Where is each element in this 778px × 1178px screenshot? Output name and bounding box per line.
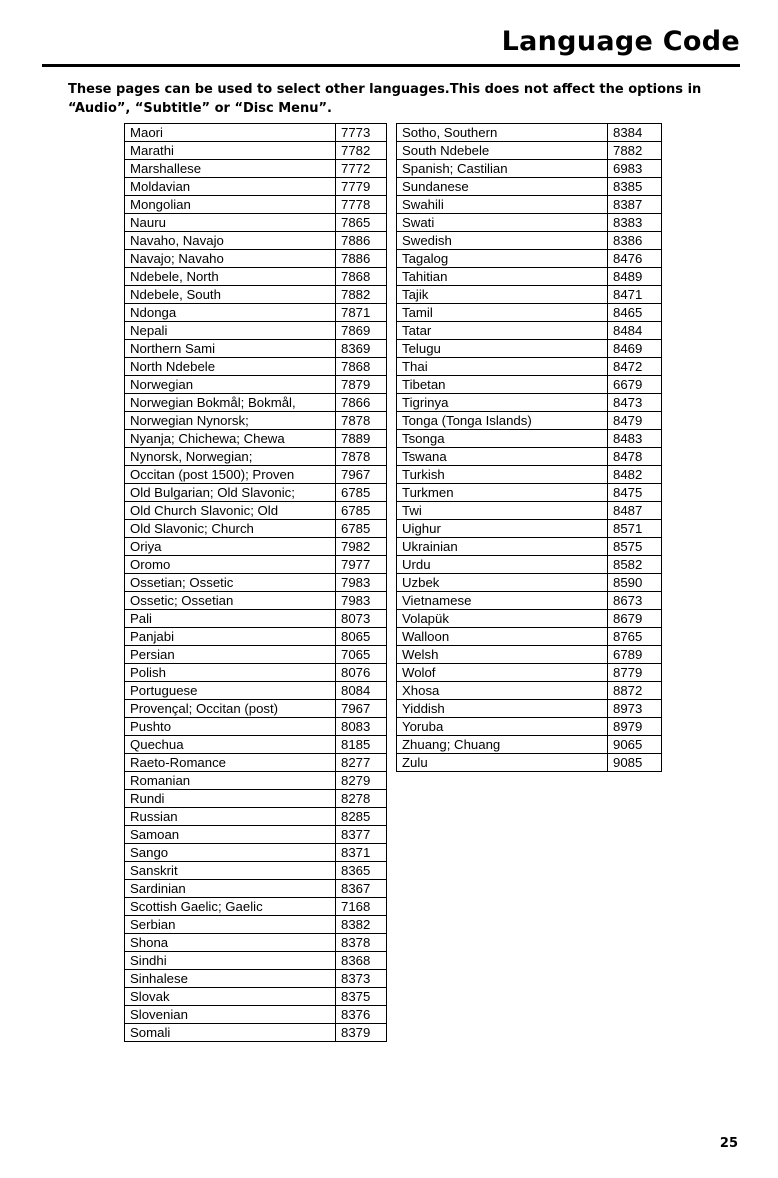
intro-line-1: These pages can be used to select other languages.This does not affect the options in <box>68 82 702 97</box>
language-name-cell: Sotho, Southern <box>397 124 608 142</box>
language-name-cell: Oromo <box>125 556 336 574</box>
language-name-cell: Zhuang; Chuang <box>397 736 608 754</box>
language-code-cell: 7865 <box>336 214 387 232</box>
table-row <box>397 466 662 484</box>
language-code-cell: 7773 <box>336 124 387 142</box>
table-row <box>397 430 662 448</box>
language-code-cell: 8285 <box>336 808 387 826</box>
language-name-cell: Nyanja; Chichewa; Chewa <box>125 430 336 448</box>
language-name-cell: Romanian <box>125 772 336 790</box>
language-code-cell: 7879 <box>336 376 387 394</box>
table-row <box>125 412 387 430</box>
table-row <box>125 898 387 916</box>
table-row <box>125 322 387 340</box>
table-row <box>125 826 387 844</box>
language-name-cell: Norwegian Bokmål; Bokmål, <box>125 394 336 412</box>
table-row <box>125 754 387 772</box>
intro-line-2: “Audio”, “Subtitle” or “Disc Menu”. <box>68 101 332 116</box>
table-row <box>397 646 662 664</box>
table-row <box>125 214 387 232</box>
language-code-cell: 7882 <box>608 142 662 160</box>
language-code-cell: 6785 <box>336 484 387 502</box>
language-code-cell: 8478 <box>608 448 662 466</box>
language-code-cell: 8973 <box>608 700 662 718</box>
language-code-cell: 7983 <box>336 574 387 592</box>
table-row <box>397 628 662 646</box>
language-code-cell: 6785 <box>336 502 387 520</box>
language-code-cell: 7871 <box>336 304 387 322</box>
language-name-cell: Russian <box>125 808 336 826</box>
table-row <box>397 286 662 304</box>
language-code-cell: 8065 <box>336 628 387 646</box>
language-code-cell: 8379 <box>336 1024 387 1042</box>
language-name-cell: Xhosa <box>397 682 608 700</box>
language-code-cell: 7866 <box>336 394 387 412</box>
language-name-cell: Slovenian <box>125 1006 336 1024</box>
language-code-cell: 7967 <box>336 700 387 718</box>
language-name-cell: Occitan (post 1500); Proven <box>125 466 336 484</box>
language-code-cell: 8375 <box>336 988 387 1006</box>
language-name-cell: Samoan <box>125 826 336 844</box>
table-row <box>125 376 387 394</box>
table-row <box>125 340 387 358</box>
table-row <box>125 286 387 304</box>
language-name-cell: Swahili <box>397 196 608 214</box>
language-name-cell: Welsh <box>397 646 608 664</box>
table-row <box>397 538 662 556</box>
table-row <box>397 520 662 538</box>
language-name-cell: Northern Sami <box>125 340 336 358</box>
language-code-cell: 8483 <box>608 430 662 448</box>
table-row <box>397 412 662 430</box>
language-code-cell: 7772 <box>336 160 387 178</box>
language-code-cell: 8383 <box>608 214 662 232</box>
language-name-cell: Tagalog <box>397 250 608 268</box>
table-row <box>397 232 662 250</box>
table-row <box>125 988 387 1006</box>
language-code-cell: 8590 <box>608 574 662 592</box>
table-row <box>125 448 387 466</box>
table-row <box>125 430 387 448</box>
language-name-cell: Nynorsk, Norwegian; <box>125 448 336 466</box>
language-code-cell: 8575 <box>608 538 662 556</box>
language-name-cell: Old Slavonic; Church <box>125 520 336 538</box>
language-code-cell: 8476 <box>608 250 662 268</box>
language-name-cell: Sinhalese <box>125 970 336 988</box>
table-row <box>125 520 387 538</box>
language-name-cell: Norwegian Nynorsk; <box>125 412 336 430</box>
language-name-cell: Tatar <box>397 322 608 340</box>
table-row <box>125 178 387 196</box>
language-code-cell: 8367 <box>336 880 387 898</box>
language-name-cell: Zulu <box>397 754 608 772</box>
language-code-cell: 8479 <box>608 412 662 430</box>
language-code-cell: 8365 <box>336 862 387 880</box>
table-row <box>125 124 387 142</box>
language-code-table-left <box>124 123 387 1042</box>
language-name-cell: Portuguese <box>125 682 336 700</box>
language-name-cell: Pali <box>125 610 336 628</box>
table-row <box>125 142 387 160</box>
table-row <box>397 124 662 142</box>
language-name-cell: Uzbek <box>397 574 608 592</box>
table-row <box>397 700 662 718</box>
language-name-cell: North Ndebele <box>125 358 336 376</box>
language-name-cell: South Ndebele <box>397 142 608 160</box>
table-row <box>397 358 662 376</box>
language-code-cell: 8373 <box>336 970 387 988</box>
language-name-cell: Moldavian <box>125 178 336 196</box>
language-code-cell: 8279 <box>336 772 387 790</box>
language-name-cell: Swedish <box>397 232 608 250</box>
table-row <box>397 322 662 340</box>
language-code-cell: 8484 <box>608 322 662 340</box>
table-row <box>125 862 387 880</box>
table-row <box>125 160 387 178</box>
language-code-cell: 8368 <box>336 952 387 970</box>
table-row <box>125 538 387 556</box>
language-code-cell: 6789 <box>608 646 662 664</box>
language-name-cell: Sardinian <box>125 880 336 898</box>
language-code-cell: 7886 <box>336 250 387 268</box>
table-row <box>397 754 662 772</box>
language-name-cell: Maori <box>125 124 336 142</box>
language-code-cell: 8872 <box>608 682 662 700</box>
language-code-cell: 8482 <box>608 466 662 484</box>
language-code-cell: 8571 <box>608 520 662 538</box>
language-name-cell: Ukrainian <box>397 538 608 556</box>
table-row <box>125 268 387 286</box>
language-code-cell: 8076 <box>336 664 387 682</box>
language-code-cell: 8073 <box>336 610 387 628</box>
page-number: 25 <box>719 1136 738 1151</box>
language-name-cell: Norwegian <box>125 376 336 394</box>
language-name-cell: Quechua <box>125 736 336 754</box>
language-name-cell: Tamil <box>397 304 608 322</box>
language-code-cell: 7982 <box>336 538 387 556</box>
table-row <box>125 880 387 898</box>
language-code-cell: 8378 <box>336 934 387 952</box>
language-name-cell: Vietnamese <box>397 592 608 610</box>
language-name-cell: Turkish <box>397 466 608 484</box>
table-row <box>125 1006 387 1024</box>
page-title: Language Code <box>501 26 740 57</box>
language-code-cell: 8371 <box>336 844 387 862</box>
language-name-cell: Ndebele, North <box>125 268 336 286</box>
language-name-cell: Spanish; Castilian <box>397 160 608 178</box>
language-name-cell: Navajo; Navaho <box>125 250 336 268</box>
intro-text <box>68 80 728 118</box>
language-code-cell: 8471 <box>608 286 662 304</box>
language-code-cell: 7868 <box>336 358 387 376</box>
table-row <box>397 304 662 322</box>
language-code-cell: 8673 <box>608 592 662 610</box>
language-name-cell: Nauru <box>125 214 336 232</box>
language-code-cell: 7878 <box>336 412 387 430</box>
language-name-cell: Somali <box>125 1024 336 1042</box>
language-code-cell: 7779 <box>336 178 387 196</box>
language-code-cell: 8779 <box>608 664 662 682</box>
language-code-cell: 8277 <box>336 754 387 772</box>
table-row <box>397 736 662 754</box>
table-row <box>397 268 662 286</box>
language-name-cell: Sundanese <box>397 178 608 196</box>
table-row <box>125 556 387 574</box>
language-code-cell: 8387 <box>608 196 662 214</box>
table-row <box>125 916 387 934</box>
language-name-cell: Tahitian <box>397 268 608 286</box>
language-code-cell: 7967 <box>336 466 387 484</box>
language-code-cell: 8979 <box>608 718 662 736</box>
language-name-cell: Raeto-Romance <box>125 754 336 772</box>
table-row <box>397 502 662 520</box>
language-name-cell: Slovak <box>125 988 336 1006</box>
language-code-cell: 8376 <box>336 1006 387 1024</box>
table-row <box>397 556 662 574</box>
language-name-cell: Telugu <box>397 340 608 358</box>
table-row <box>125 502 387 520</box>
table-row <box>397 592 662 610</box>
title-divider <box>42 64 740 67</box>
table-row <box>397 214 662 232</box>
language-code-cell: 8377 <box>336 826 387 844</box>
language-code-cell: 6679 <box>608 376 662 394</box>
table-row <box>125 196 387 214</box>
language-name-cell: Rundi <box>125 790 336 808</box>
language-name-cell: Serbian <box>125 916 336 934</box>
language-code-cell: 8382 <box>336 916 387 934</box>
language-code-cell: 8487 <box>608 502 662 520</box>
language-code-cell: 7889 <box>336 430 387 448</box>
language-code-cell: 7878 <box>336 448 387 466</box>
language-name-cell: Pushto <box>125 718 336 736</box>
language-name-cell: Old Bulgarian; Old Slavonic; <box>125 484 336 502</box>
language-code-cell: 8679 <box>608 610 662 628</box>
language-code-cell: 7868 <box>336 268 387 286</box>
language-name-cell: Tonga (Tonga Islands) <box>397 412 608 430</box>
table-row <box>125 952 387 970</box>
table-row <box>125 790 387 808</box>
language-code-cell: 8475 <box>608 484 662 502</box>
table-row <box>125 484 387 502</box>
language-code-cell: 8469 <box>608 340 662 358</box>
table-row <box>125 736 387 754</box>
table-row <box>125 844 387 862</box>
language-code-cell: 8185 <box>336 736 387 754</box>
table-row <box>125 1024 387 1042</box>
table-row <box>397 574 662 592</box>
language-name-cell: Ndonga <box>125 304 336 322</box>
language-name-cell: Wolof <box>397 664 608 682</box>
language-name-cell: Provençal; Occitan (post) <box>125 700 336 718</box>
table-row <box>125 232 387 250</box>
language-name-cell: Twi <box>397 502 608 520</box>
language-name-cell: Navaho, Navajo <box>125 232 336 250</box>
language-code-cell: 7983 <box>336 592 387 610</box>
table-row <box>125 970 387 988</box>
table-row <box>125 664 387 682</box>
language-code-cell: 8465 <box>608 304 662 322</box>
table-row <box>397 340 662 358</box>
language-name-cell: Yoruba <box>397 718 608 736</box>
language-code-cell: 7168 <box>336 898 387 916</box>
table-row <box>125 700 387 718</box>
language-name-cell: Tigrinya <box>397 394 608 412</box>
table-row <box>125 358 387 376</box>
language-code-table-right <box>396 123 662 772</box>
language-name-cell: Tajik <box>397 286 608 304</box>
language-code-cell: 8473 <box>608 394 662 412</box>
language-name-cell: Thai <box>397 358 608 376</box>
language-name-cell: Oriya <box>125 538 336 556</box>
language-code-cell: 8083 <box>336 718 387 736</box>
language-code-cell: 8084 <box>336 682 387 700</box>
language-name-cell: Uighur <box>397 520 608 538</box>
language-code-cell: 7782 <box>336 142 387 160</box>
language-name-cell: Ossetian; Ossetic <box>125 574 336 592</box>
language-code-cell: 6983 <box>608 160 662 178</box>
table-row <box>397 664 662 682</box>
language-name-cell: Shona <box>125 934 336 952</box>
language-name-cell: Sango <box>125 844 336 862</box>
language-code-cell: 7065 <box>336 646 387 664</box>
table-row <box>397 178 662 196</box>
language-name-cell: Old Church Slavonic; Old <box>125 502 336 520</box>
table-row <box>397 610 662 628</box>
table-row <box>397 682 662 700</box>
table-row <box>125 628 387 646</box>
language-code-cell: 8278 <box>336 790 387 808</box>
language-name-cell: Mongolian <box>125 196 336 214</box>
table-row <box>125 574 387 592</box>
language-code-cell: 8384 <box>608 124 662 142</box>
table-row <box>397 484 662 502</box>
table-row <box>125 592 387 610</box>
language-code-cell: 6785 <box>336 520 387 538</box>
table-row <box>125 646 387 664</box>
language-code-cell: 7977 <box>336 556 387 574</box>
language-code-cell: 7886 <box>336 232 387 250</box>
language-name-cell: Swati <box>397 214 608 232</box>
language-code-cell: 8386 <box>608 232 662 250</box>
table-row <box>125 772 387 790</box>
language-code-cell: 9085 <box>608 754 662 772</box>
table-row <box>397 196 662 214</box>
table-row <box>397 250 662 268</box>
language-name-cell: Walloon <box>397 628 608 646</box>
table-row <box>125 394 387 412</box>
language-name-cell: Ndebele, South <box>125 286 336 304</box>
language-name-cell: Persian <box>125 646 336 664</box>
language-name-cell: Panjabi <box>125 628 336 646</box>
table-row <box>125 466 387 484</box>
language-name-cell: Tswana <box>397 448 608 466</box>
language-code-cell: 8489 <box>608 268 662 286</box>
table-row <box>397 160 662 178</box>
language-code-cell: 7778 <box>336 196 387 214</box>
language-code-cell: 9065 <box>608 736 662 754</box>
language-name-cell: Polish <box>125 664 336 682</box>
language-code-cell: 8582 <box>608 556 662 574</box>
language-name-cell: Nepali <box>125 322 336 340</box>
table-row <box>125 718 387 736</box>
language-name-cell: Ossetic; Ossetian <box>125 592 336 610</box>
table-row <box>125 304 387 322</box>
language-code-cell: 8369 <box>336 340 387 358</box>
table-row <box>397 142 662 160</box>
language-code-cell: 8765 <box>608 628 662 646</box>
language-name-cell: Tibetan <box>397 376 608 394</box>
table-row <box>397 718 662 736</box>
language-name-cell: Yiddish <box>397 700 608 718</box>
language-name-cell: Urdu <box>397 556 608 574</box>
language-code-cell: 8385 <box>608 178 662 196</box>
language-name-cell: Sanskrit <box>125 862 336 880</box>
table-row <box>125 808 387 826</box>
language-name-cell: Turkmen <box>397 484 608 502</box>
language-name-cell: Scottish Gaelic; Gaelic <box>125 898 336 916</box>
table-row <box>397 376 662 394</box>
language-code-cell: 8472 <box>608 358 662 376</box>
table-row <box>125 250 387 268</box>
table-row <box>125 682 387 700</box>
language-code-cell: 7869 <box>336 322 387 340</box>
table-row <box>397 448 662 466</box>
language-name-cell: Marathi <box>125 142 336 160</box>
table-row <box>125 610 387 628</box>
language-name-cell: Marshallese <box>125 160 336 178</box>
table-row <box>125 934 387 952</box>
language-name-cell: Volapük <box>397 610 608 628</box>
language-code-cell: 7882 <box>336 286 387 304</box>
language-name-cell: Tsonga <box>397 430 608 448</box>
language-name-cell: Sindhi <box>125 952 336 970</box>
table-row <box>397 394 662 412</box>
